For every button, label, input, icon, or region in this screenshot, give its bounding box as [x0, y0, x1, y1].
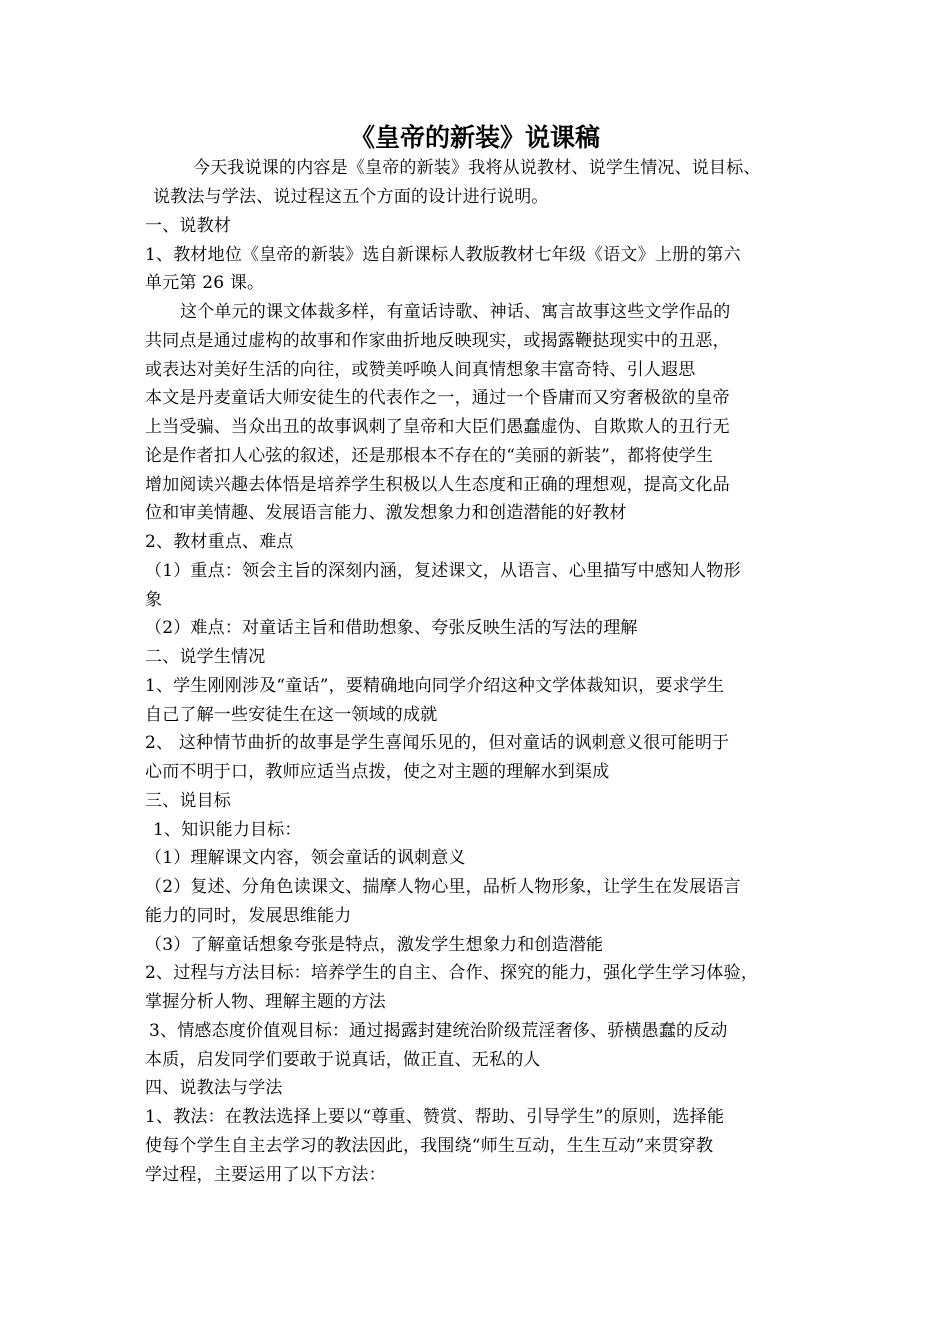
text-line: （2）难点：对童话主旨和借助想象、夸张反映生活的写法的理解: [145, 618, 638, 638]
text-line: 共同点是通过虚构的故事和作家曲折地反映现实，或揭露鞭挞现实中的丑恶，: [145, 331, 730, 351]
text-line: 2、 这种情节曲折的故事是学生喜闻乐见的，但对童话的讽刺意义很可能明于: [145, 733, 730, 753]
text-line: 3、情感态度价值观目标：通过揭露封建统治阶级荒淫奢侈、骄横愚蠢的反动: [149, 1021, 728, 1041]
text-line: （1）理解课文内容，领会童话的讽刺意义: [145, 848, 466, 868]
text-line: 掌握分析人物、理解主题的方法: [145, 992, 386, 1012]
document-title: 《皇帝的新装》说课稿: [349, 123, 600, 152]
text-line: （3）了解童话想象夸张是特点，激发学生想象力和创造潜能: [145, 935, 604, 955]
section-heading: 二、说学生情况: [145, 647, 266, 667]
text-line: 位和审美情趣、发展语言能力、激发想象力和创造潜能的好教材: [145, 503, 627, 523]
text-line: 这个单元的课文体裁多样，有童话诗歌、神话、寓言故事这些文学作品的: [180, 302, 731, 322]
text-line: 自己了解一些安徒生在这一领域的成就: [145, 705, 438, 725]
text-line: 2、教材重点、难点: [145, 532, 294, 552]
text-line: 本质，启发同学们要敢于说真话，做正直、无私的人: [145, 1050, 541, 1070]
text-line: 或表达对美好生活的向往，或赞美呼唤人间真情想象丰富奇特、引人遐思: [145, 360, 696, 380]
text-line: 上当受骗、当众出丑的故事讽刺了皇帝和大臣们愚蠢虚伪、自欺欺人的丑行无: [145, 417, 730, 437]
text-line: 1、教材地位《皇帝的新装》选自新课标人教版教材七年级《语文》上册的第六: [145, 245, 741, 265]
text-line: 使每个学生自主去学习的教法因此，我围绕“师生互动，生生互动”来贯穿教: [145, 1136, 714, 1156]
text-line: 增加阅读兴趣去体悟是培养学生积极以人生态度和正确的理想观，提高文化品: [145, 475, 730, 495]
text-line: 1、知识能力目标：: [153, 820, 302, 840]
text-line: 学过程，主要运用了以下方法：: [145, 1165, 386, 1185]
text-line: 心而不明于口，教师应适当点拨，使之对主题的理解水到渠成: [145, 762, 610, 782]
section-heading: 四、说教法与学法: [145, 1078, 283, 1098]
text-line: 本文是丹麦童话大师安徒生的代表作之一，通过一个昏庸而又穷奢极欲的皇帝: [145, 388, 730, 408]
text-line: （1）重点：领会主旨的深刻内涵，复述课文，从语言、心里描写中感知人物形: [145, 561, 741, 581]
text-line: 1、学生刚刚涉及“童话”，要精确地向同学介绍这种文学体裁知识，要求学生: [145, 676, 725, 696]
section-heading: 三、说目标: [145, 791, 231, 811]
text-line: 能力的同时，发展思维能力: [145, 906, 352, 926]
text-line: 1、教法：在教法选择上要以“尊重、赞赏、帮助、引导学生”的原则，选择能: [145, 1107, 725, 1127]
text-line: 说教法与学法、说过程这五个方面的设计进行说明。: [153, 187, 549, 207]
text-line: 2、过程与方法目标：培养学生的自主、合作、探究的能力，强化学生学习体验，: [145, 963, 759, 983]
text-line: 单元第 26 课。: [145, 273, 265, 293]
text-line: 今天我说课的内容是《皇帝的新装》我将从说教材、说学生情况、说目标、: [193, 158, 761, 178]
text-line: （2）复述、分角色读课文、揣摩人物心里，品析人物形象，让学生在发展语言: [145, 877, 741, 897]
text-line: 论是作者扣人心弦的叙述，还是那根本不存在的“美丽的新装”，都将使学生: [145, 446, 714, 466]
text-line: 象: [145, 590, 163, 610]
section-heading: 一、说教材: [145, 216, 231, 236]
